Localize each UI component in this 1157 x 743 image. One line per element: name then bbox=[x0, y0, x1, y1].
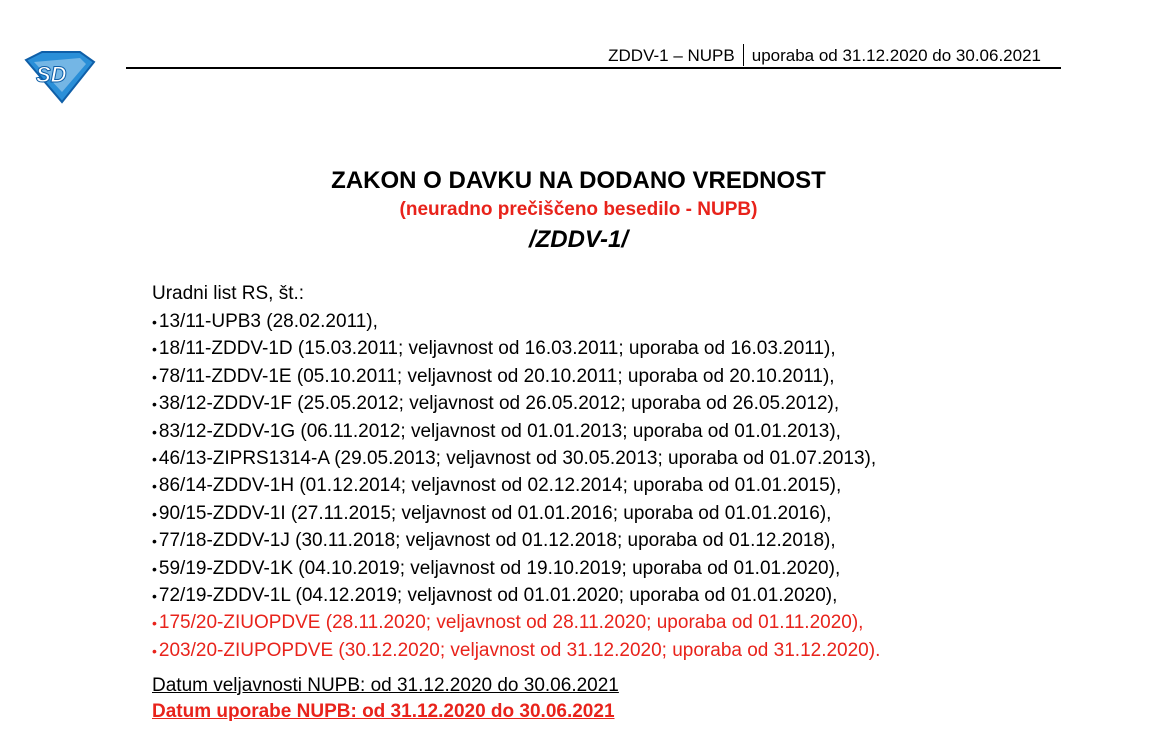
applicability-date-line: Datum uporabe NUPB: od 31.12.2020 do 30.06.2021 bbox=[152, 701, 615, 722]
bullet-icon: • bbox=[152, 642, 157, 659]
document-title: ZAKON O DAVKU NA DODANO VREDNOST bbox=[331, 167, 826, 194]
running-header bbox=[0, 44, 1041, 66]
amendment-item bbox=[152, 390, 880, 417]
amendment-text: 175/20-ZIUOPDVE (28.11.2020; veljavnost od 28.11.2020; uporaba od 01.11.2020), bbox=[158, 612, 864, 634]
law-abbreviation: /ZDDV-1/ bbox=[528, 226, 629, 253]
amendment-text: 59/19-ZDDV-1K (04.10.2019; veljavnost od 19.10.2019; uporaba od 01.01.2020), bbox=[158, 557, 841, 579]
amendment-item bbox=[152, 308, 880, 335]
amendment-item bbox=[152, 609, 880, 636]
bullet-icon: • bbox=[152, 314, 157, 330]
amendment-item bbox=[152, 472, 880, 499]
amendment-text: 203/20-ZIUPOPDVE (30.12.2020; veljavnost od 31.12.2020; uporaba od 31.12.2020). bbox=[158, 639, 881, 661]
amendment-text: 72/19-ZDDV-1L (04.12.2019; veljavnost od 01.01.2020; uporaba od 01.01.2020), bbox=[158, 584, 838, 606]
amendment-text: 77/18-ZDDV-1J (30.11.2018; veljavnost od 01.12.2018; uporaba od 01.12.2018), bbox=[158, 530, 836, 552]
document-subtitle: (neuradno prečiščeno besedilo - NUPB) bbox=[399, 199, 758, 220]
amendment-item bbox=[152, 445, 880, 472]
bullet-icon: • bbox=[152, 478, 157, 495]
bullet-icon: • bbox=[152, 423, 157, 440]
bullet-icon: • bbox=[152, 368, 157, 385]
header-applicability: uporaba od 31.12.2020 do 30.06.2021 bbox=[751, 46, 1041, 65]
amendment-text: 46/13-ZIPRS1314-A (29.05.2013; veljavnost od 30.05.2013; uporaba od 01.07.2013), bbox=[158, 447, 877, 469]
bullet-icon: • bbox=[152, 396, 157, 413]
amendment-item bbox=[152, 418, 880, 445]
gazette-label: Uradni list RS, št.: bbox=[152, 283, 305, 304]
bullet-icon: • bbox=[152, 560, 157, 577]
header-doc-code: ZDDV-1 – NUPB bbox=[608, 46, 735, 65]
header-rule bbox=[126, 67, 1061, 69]
svg-text:SD: SD bbox=[36, 62, 67, 87]
bullet-icon: • bbox=[152, 533, 157, 550]
amendment-item bbox=[152, 582, 880, 609]
amendment-text: 86/14-ZDDV-1H (01.12.2014; veljavnost od 02.12.2014; uporaba od 01.01.2015), bbox=[158, 475, 842, 497]
amendment-text: 13/11-UPB3 (28.02.2011), bbox=[158, 311, 378, 332]
amendment-item bbox=[152, 637, 880, 664]
bullet-icon: • bbox=[152, 450, 157, 467]
amendment-text: 78/11-ZDDV-1E (05.10.2011; veljavnost od 20.10.2011; uporaba od 20.10.2011), bbox=[158, 365, 835, 387]
amendment-item bbox=[152, 500, 880, 527]
amendment-text: 18/11-ZDDV-1D (15.03.2011; veljavnost od 16.03.2011; uporaba od 16.03.2011), bbox=[158, 338, 836, 360]
amendment-item bbox=[152, 527, 880, 554]
amendment-text: 90/15-ZDDV-1I (27.11.2015; veljavnost od 01.01.2016; uporaba od 01.01.2016), bbox=[158, 502, 832, 524]
bullet-icon: • bbox=[152, 615, 157, 632]
bullet-icon: • bbox=[152, 587, 157, 604]
amendment-item bbox=[152, 363, 880, 390]
bullet-icon: • bbox=[152, 341, 157, 358]
header-separator bbox=[743, 44, 744, 66]
amendment-item bbox=[152, 555, 880, 582]
amendment-list bbox=[152, 308, 880, 664]
amendment-text: 83/12-ZDDV-1G (06.11.2012; veljavnost od 01.01.2013; uporaba od 01.01.2013), bbox=[158, 420, 841, 442]
bullet-icon: • bbox=[152, 505, 157, 522]
amendment-text: 38/12-ZDDV-1F (25.05.2012; veljavnost od 26.05.2012; uporaba od 26.05.2012), bbox=[158, 393, 840, 415]
validity-date-line: Datum veljavnosti NUPB: od 31.12.2020 do 30.06.2021 bbox=[152, 675, 619, 696]
amendment-item bbox=[152, 335, 880, 362]
